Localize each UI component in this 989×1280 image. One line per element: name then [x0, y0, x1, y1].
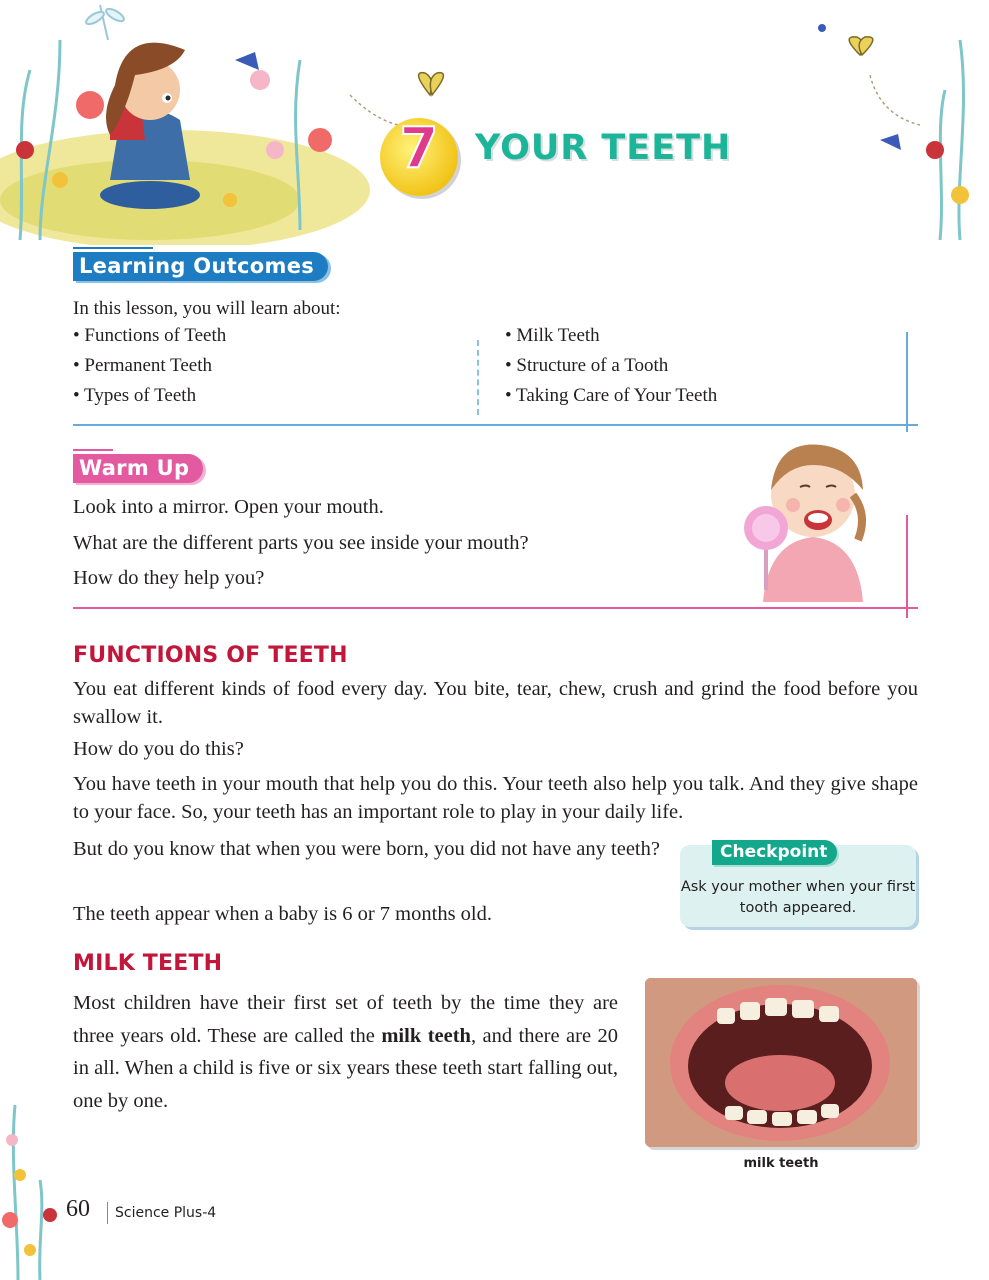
list-item: • Permanent Teeth: [73, 355, 212, 376]
chapter-number: 7: [399, 116, 439, 181]
milk-teeth-heading: MILK TEETH: [73, 951, 223, 976]
checkpoint-text: Ask your mother when your first tooth appeared.: [680, 879, 916, 916]
warm-up-line: Look into a mirror. Open your mouth.: [73, 496, 384, 518]
milk-teeth-text: , and there are 20 in all. When a child is five or six years these teeth start falling out, one by one.: [73, 1024, 619, 1112]
warm-up-accent-line: [73, 449, 113, 451]
functions-paragraph: The teeth appear when a baby is 6 or 7 months old.: [73, 903, 492, 925]
column-divider: [477, 340, 479, 415]
learning-outcomes-list-right: [505, 325, 717, 415]
functions-paragraph: How do you do this?: [73, 738, 244, 760]
warm-up-border-right: [906, 515, 908, 618]
functions-paragraph: But do you know that when you were born, you did not have any teeth?: [73, 838, 660, 860]
learning-outcomes-accent-line: [73, 247, 153, 249]
photo-caption: milk teeth: [743, 1156, 819, 1171]
list-item: • Milk Teeth: [505, 325, 600, 346]
book-title: Science Plus-4: [115, 1205, 217, 1221]
chapter-title: YOUR TEETH: [475, 128, 732, 168]
warm-up-border-bottom: [73, 607, 918, 609]
list-item: • Structure of a Tooth: [505, 355, 669, 376]
functions-paragraph: You eat different kinds of food every day. You bite, tear, chew, crush and grind the food before you swallow it.: [73, 678, 918, 728]
list-item: • Types of Teeth: [73, 385, 197, 406]
milk-teeth-photo: [645, 978, 917, 1147]
footer-divider: [107, 1202, 108, 1224]
milk-teeth-text: Most children have their first set of teeth by the time they are three years old. These are called the: [73, 992, 618, 1047]
list-item: • Taking Care of Your Teeth: [505, 385, 718, 406]
functions-paragraph: You have teeth in your mouth that help you do this. Your teeth also help you talk. And they give shape to your face. So, your teeth has an important role to play in your daily life.: [73, 773, 918, 823]
checkpoint-tag: Checkpoint: [712, 840, 837, 865]
functions-of-teeth-heading: FUNCTIONS OF TEETH: [73, 643, 348, 668]
warm-up-tag: Warm Up: [73, 454, 203, 483]
milk-teeth-paragraph: [73, 987, 618, 1117]
header-illustration: [0, 0, 989, 245]
learning-outcomes-list-left: [73, 325, 226, 415]
learning-outcomes-intro: In this lesson, you will learn about:: [73, 298, 341, 319]
warm-up-text: [73, 495, 529, 602]
girl-lollipop-illustration: [738, 440, 868, 602]
learning-outcomes-border-bottom: [73, 424, 918, 426]
learning-outcomes-border-right: [906, 332, 908, 432]
milk-teeth-term: milk teeth: [381, 1024, 471, 1047]
footer-flower-decoration: [0, 1100, 70, 1280]
learning-outcomes-tag: Learning Outcomes: [73, 252, 328, 281]
list-item: • Functions of Teeth: [73, 325, 227, 346]
warm-up-line: What are the different parts you see inside your mouth?: [73, 531, 529, 554]
page-number: 60: [66, 1196, 90, 1222]
warm-up-line: How do they help you?: [73, 567, 265, 590]
